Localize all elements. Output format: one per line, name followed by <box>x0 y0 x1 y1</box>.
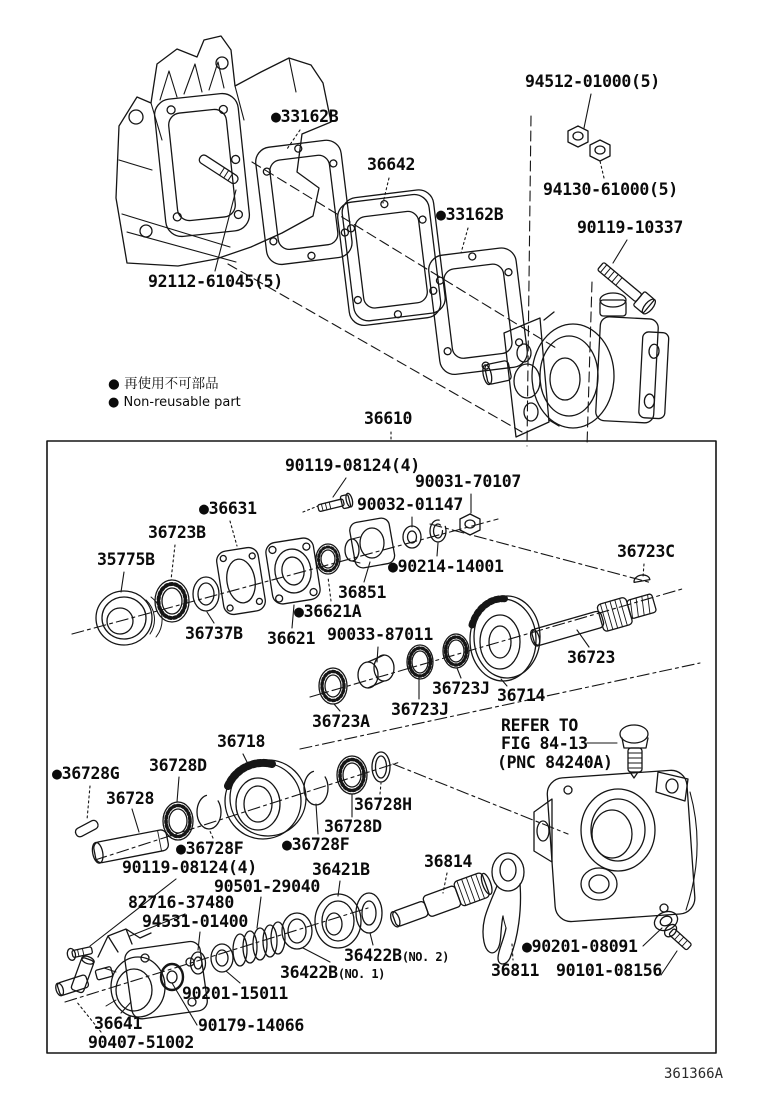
bearing-36728d-1-drawing <box>163 802 193 840</box>
ring-36737b-drawing <box>193 577 219 611</box>
part-label-82716-37480: 82716-37480 <box>128 893 234 912</box>
part-label-94130-610005: 94130-61000(5) <box>543 180 678 199</box>
part-label-90201-15011: 90201-15011 <box>182 984 288 1003</box>
part-label-FIG84-13: FIG 84-13 <box>501 734 588 753</box>
part-label-36718: 36718 <box>217 732 266 751</box>
part-label-36631: ●36631 <box>199 499 257 518</box>
part-label-36814: 36814 <box>424 852 473 871</box>
retainer-36621-drawing <box>264 537 321 606</box>
part-label-90201-08091: ●90201-08091 <box>522 937 638 956</box>
output-shaft-36723-drawing <box>527 590 658 652</box>
bolt-90119-08124-drawing <box>317 493 354 515</box>
bearing-36723a-drawing <box>319 668 347 704</box>
part-label-36723J: 36723J <box>432 679 490 698</box>
bearing-36723b-drawing <box>155 580 189 622</box>
gasket-33162b-2-drawing <box>427 246 529 376</box>
part-label-REFERTO: REFER TO <box>501 716 579 735</box>
part-label-36641: 36641 <box>94 1014 143 1033</box>
bearing-36723j-2-drawing <box>443 634 469 668</box>
part-label-90119-081244: 90119-08124(4) <box>122 858 257 877</box>
part-label-36714: 36714 <box>497 686 546 705</box>
part-label-suffix: (NO. 2) <box>401 950 449 964</box>
part-label-36728F: ●36728F <box>176 839 244 858</box>
part-label-33162B: ●33162B <box>271 107 339 126</box>
bolt-90119-08124-2-drawing <box>66 944 93 961</box>
washer-90032-drawing <box>403 526 421 548</box>
part-label-94531-01400: 94531-01400 <box>142 912 248 931</box>
figure-code: 361366A <box>664 1066 724 1082</box>
pto-case-drawing <box>534 769 697 922</box>
part-label-36851: 36851 <box>338 583 387 602</box>
engine-case-drawing <box>116 36 331 266</box>
switch-bolt-84240a-drawing <box>620 725 648 778</box>
bearing-36728d-2-drawing <box>337 756 367 794</box>
sleeve-shaft-36814-drawing <box>386 870 494 931</box>
part-label-36728H: 36728H <box>354 795 412 814</box>
part-label-35775B: 35775B <box>97 550 155 569</box>
part-label-90032-01147: 90032-01147 <box>357 495 463 514</box>
legend-line-en: ● Non-reusable part <box>108 395 241 410</box>
part-label-90101-08156: 90101-08156 <box>556 961 662 980</box>
nut-94130-drawing <box>590 140 610 161</box>
part-label-92112-610455: 92112-61045(5) <box>148 272 283 291</box>
shift-fork-36811-drawing <box>483 853 524 964</box>
part-label-36728G: ●36728G <box>52 764 120 783</box>
nut-90179-drawing <box>161 964 183 990</box>
part-label-36728: 36728 <box>106 789 155 808</box>
part-label-36621A: ●36621A <box>294 602 362 621</box>
part-label-90119-081244: 90119-08124(4) <box>285 456 420 475</box>
snap-ring-36728f-2-drawing <box>304 771 328 805</box>
elbow-90407-drawing <box>54 955 95 997</box>
legend <box>108 375 241 412</box>
part-label-36610: 36610 <box>364 409 413 428</box>
part-label-90031-70107: 90031-70107 <box>415 472 521 491</box>
gasket-36631-drawing <box>215 546 266 616</box>
gasket-33162b-1-drawing <box>254 139 354 267</box>
part-label-PNC84240A: (PNC 84240A) <box>497 753 613 772</box>
idler-gear-36718-drawing <box>225 760 306 839</box>
part-label-36642: 36642 <box>367 155 416 174</box>
part-label-33162B: ●33162B <box>436 205 504 224</box>
washer-94531-drawing <box>191 952 206 974</box>
cup-36421b-drawing <box>315 894 361 948</box>
washer-90201-15011-drawing <box>211 944 233 972</box>
snap-ring-90214-drawing <box>430 520 446 542</box>
part-label-90119-10337: 90119-10337 <box>577 218 683 237</box>
part-label-36422B: 36422B(NO. 2) <box>344 946 449 965</box>
pin-36728g-drawing <box>74 819 99 838</box>
part-label-90179-14066: 90179-14066 <box>198 1016 304 1035</box>
bolt-90101-08156-drawing <box>662 922 694 952</box>
gear-36714-drawing <box>470 596 540 681</box>
o-ring-36728h-drawing <box>372 752 390 782</box>
woodruff-key-36723c-drawing <box>633 574 650 583</box>
bearing-36621a-drawing <box>316 544 340 574</box>
part-label-36728D: 36728D <box>324 817 382 836</box>
part-label-36728F: ●36728F <box>282 835 350 854</box>
part-label-90407-51002: 90407-51002 <box>88 1033 194 1052</box>
bearing-36723j-1-drawing <box>407 645 433 679</box>
part-label-36723B: 36723B <box>148 523 206 542</box>
bearing-cup-35775b-drawing <box>96 591 162 645</box>
part-label-suffix: (NO. 1) <box>337 967 385 981</box>
part-label-90501-29040: 90501-29040 <box>214 877 320 896</box>
part-label-90033-87011: 90033-87011 <box>327 625 433 644</box>
part-label-36723C: 36723C <box>617 542 675 561</box>
part-label-36723: 36723 <box>567 648 616 667</box>
part-label-36421B: 36421B <box>312 860 370 879</box>
part-label-94512-010005: 94512-01000(5) <box>525 72 660 91</box>
nut-94512-drawing <box>568 126 588 147</box>
part-label-36621: 36621 <box>267 629 316 648</box>
bushing-90033-drawing <box>358 655 394 688</box>
legend-line-jp: ● 再使用不可部品 <box>108 376 219 392</box>
part-label-36737B: 36737B <box>185 624 243 643</box>
part-label-36811: 36811 <box>491 961 540 980</box>
pto-assembly-drawing <box>481 293 669 437</box>
part-label-36422B: 36422B(NO. 1) <box>280 963 385 982</box>
cup-36422b-1-drawing <box>282 913 312 949</box>
cover-36641-drawing <box>95 940 209 1020</box>
part-label-36723J: 36723J <box>391 700 449 719</box>
cover-plate-36642-drawing <box>336 188 448 327</box>
part-label-36728D: 36728D <box>149 756 207 775</box>
part-label-36723A: 36723A <box>312 712 370 731</box>
part-label-90214-14001: ●90214-14001 <box>388 557 504 576</box>
